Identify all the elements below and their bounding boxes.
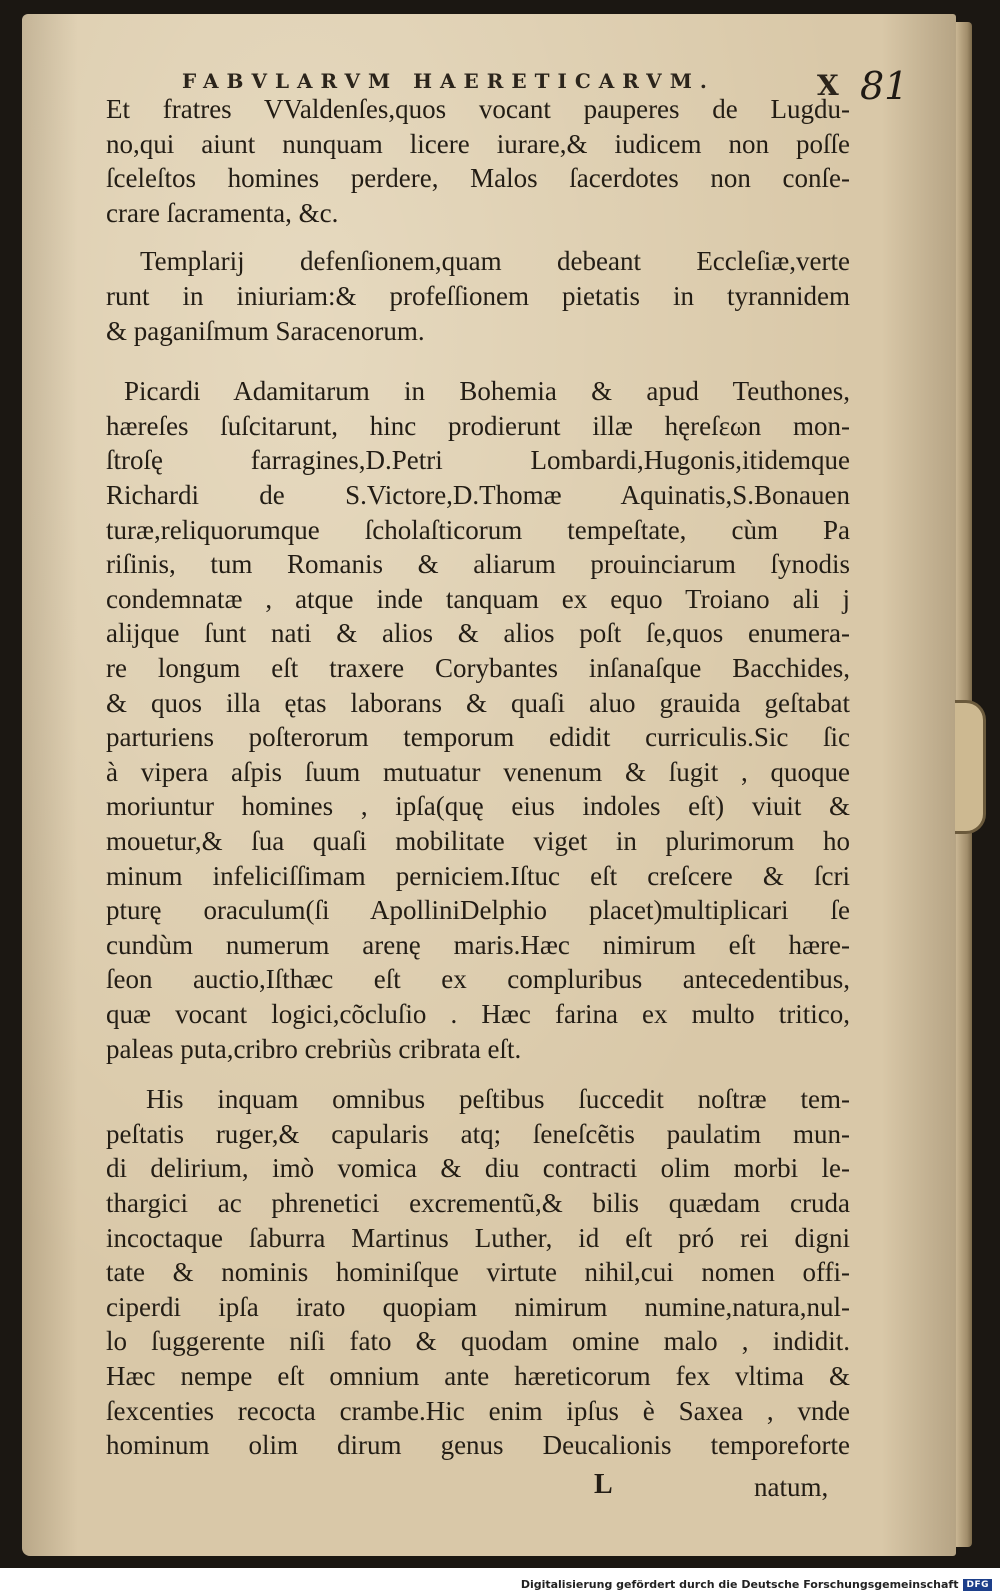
text-line: ciperdi ipſa irato quopiam nimirum numine,natura,nul-	[106, 1292, 850, 1322]
text-line: no,qui aiunt nunquam licere iurare,& iudicem non poſſe	[106, 129, 850, 159]
text-line: di delirium, imò vomica & diu contracti olim morbi le-	[106, 1153, 850, 1183]
text-line: ſceleſtos homines perdere, Malos ſacerdotes non conſe-	[106, 163, 850, 193]
text-line: hæreſes ſuſcitarunt, hinc prodierunt illæ hęreſεωn mon-	[106, 411, 850, 441]
text-line: Templarij defenſionem,quam debeant Eccleſiæ,verte	[140, 246, 850, 276]
text-line: quæ vocant logici,cõcluſio . Hæc farina ex multo tritico,	[106, 999, 850, 1029]
text-line: cundùm numerum arenę maris.Hæc nimirum eſt hære-	[106, 930, 850, 960]
text-line: ſexcenties recocta crambe.Hic enim ipſus è Saxea , vnde	[106, 1396, 850, 1426]
dfg-logo-icon: DFG	[963, 1579, 992, 1591]
text-line: pturę oraculum(ſi ApolliniDelphio placet)multiplicari ſe	[106, 895, 850, 925]
text-line: & quos illa ętas laborans & quaſi aluo grauida geſtabat	[106, 688, 850, 718]
text-line: turæ,reliquorumque ſcholaſticorum tempeſtate, cùm Pa	[106, 515, 850, 545]
folio-number: 81	[860, 64, 909, 108]
text-line: crare ſacramenta, &c.	[106, 198, 339, 228]
text-line: paleas puta,cribro crebriùs cribrata eſt.	[106, 1034, 522, 1064]
text-line: à vipera aſpis ſuum mutuatur venenum & ſugit , quoque	[106, 757, 850, 787]
text-line: Richardi de S.Victore,D.Thomæ Aquinatis,S.Bonauen	[106, 480, 850, 510]
text-line: hominum olim dirum genus Deucalionis temporeforte	[106, 1430, 850, 1460]
text-line: riſinis, tum Romanis & aliarum prouinciarum ſynodis	[106, 549, 850, 579]
header-mark: X	[817, 69, 839, 102]
text-line: minum infeliciſſimam perniciem.Iſtuc eſt creſcere & ſcri	[106, 861, 850, 891]
text-line: lo ſuggerente niſi fato & quodam omine malo , indidit.	[106, 1326, 850, 1356]
text-line: parturiens poſterorum temporum edidit curriculis.Sic ſic	[106, 722, 850, 752]
text-line: Hæc nempe eſt omnium ante hæreticorum fex vltima &	[106, 1361, 850, 1391]
text-line: tate & nominis hominiſque virtute nihil,cui nomen offi-	[106, 1257, 850, 1287]
text-line: mouetur,& ſua quaſi mobilitate viget in plurimorum ho	[106, 826, 850, 856]
text-line: ſeon auctio,Iſthæc eſt ex compluribus antecedentibus,	[106, 964, 850, 994]
text-line: runt in iniuriam:& profeſſionem pietatis in tyrannidem	[106, 281, 850, 311]
text-line: incoctaque ſaburra Martinus Luther, id eſt pró rei digni	[106, 1223, 850, 1253]
text-line: & paganiſmum Saracenorum.	[106, 316, 425, 346]
book-clasp	[955, 700, 986, 834]
footer-text: Digitalisierung gefördert durch die Deutsche Forschungsgemeinschaft	[520, 1578, 959, 1591]
signature-mark: L	[594, 1469, 613, 1500]
text-line: peſtatis ruger,& capularis atq; ſeneſcẽtis paulatim mun-	[106, 1119, 850, 1149]
text-line: moriuntur homines , ipſa(quę eius indoles eſt) viuit &	[106, 791, 850, 821]
text-line: re longum eſt traxere Corybantes inſanaſque Bacchides,	[106, 653, 850, 683]
catchword: natum,	[754, 1472, 829, 1502]
text-line: Et fratres VValdenſes,quos vocant pauperes de Lugdu-	[106, 94, 850, 124]
text-line: alijque ſunt nati & alios & alios poſt ſe,quos enumera-	[106, 618, 850, 648]
text-line: ſtroſę farragines,D.Petri Lombardi,Hugonis,itidemque	[106, 445, 850, 475]
running-title: FABVLARVM HAERETICARVM.	[182, 69, 715, 93]
footer-credit	[521, 1578, 992, 1591]
text-line: Picardi Adamitarum in Bohemia & apud Teuthones,	[124, 376, 850, 406]
text-line: thargici ac phrenetici excrementũ,& bilis quædam cruda	[106, 1188, 850, 1218]
text-line: His inquam omnibus peſtibus ſuccedit noſtræ tem-	[146, 1084, 850, 1114]
text-line: condemnatæ , atque inde tanquam ex equo Troiano ali j	[106, 584, 850, 614]
book-page	[22, 14, 956, 1556]
